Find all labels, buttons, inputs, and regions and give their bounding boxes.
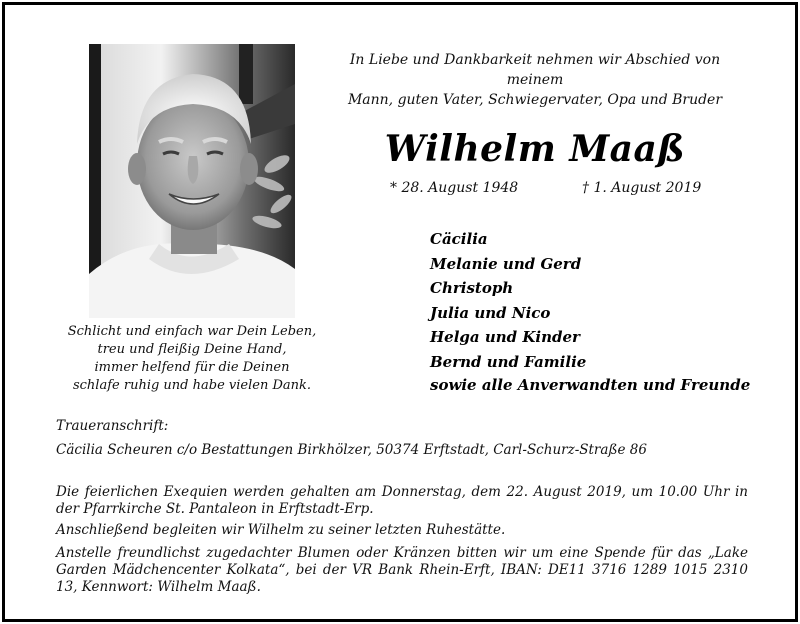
mourners-list xyxy=(430,227,586,374)
poem xyxy=(62,323,322,395)
donation-notice: Anstelle freundlichst zugedachter Blumen oder Kränzen bitten wir um eine Spende für das „Lake Garden Mädchencenter Kolkata“, bei der VR Bank Rhein-Erft, IBAN: DE11 3716 1289 1015 2310 13, Kennwort: Wilhelm Maaß. xyxy=(56,545,748,595)
burial-notice: Anschließend begleiten wir Wilhelm zu seiner letzten Ruhestätte. xyxy=(56,522,506,538)
death-date: † 1. August 2019 xyxy=(582,180,702,196)
address-text: Cäcilia Scheuren c/o Bestattungen Birkhölzer, 50374 Erftstadt, Carl-Schurz-Straße 86 xyxy=(56,442,647,458)
poem-line: Schlicht und einfach war Dein Leben, xyxy=(67,324,317,339)
poem-line: schlafe ruhig und habe vielen Dank. xyxy=(72,378,312,393)
intro-line: Mann, guten Vater, Schwiegervater, Opa und Bruder xyxy=(347,92,723,108)
intro-line: In Liebe und Dankbarkeit nehmen wir Abschied von meinem xyxy=(349,52,721,88)
portrait-photo xyxy=(89,44,295,318)
poem-line: treu und fleißig Deine Hand, xyxy=(97,342,287,357)
relatives-line: sowie alle Anverwandten und Freunde xyxy=(430,376,751,394)
mourner: Cäcilia xyxy=(430,230,488,248)
birth-date: * 28. August 1948 xyxy=(390,180,519,196)
mourner: Bernd und Familie xyxy=(430,352,587,371)
exequien-notice: Die feierlichen Exequien werden gehalten am Donnerstag, dem 22. August 2019, um 10.00 Uhr in der Pfarrkirche St. Pantaleon in Erftstadt-Erp. xyxy=(56,484,748,517)
mourner: Christoph xyxy=(430,279,514,297)
mourner: Melanie und Gerd xyxy=(430,254,582,273)
deceased-name: Wilhelm Maaß xyxy=(384,128,686,170)
poem-line: immer helfend für die Deinen xyxy=(94,360,290,375)
mourner: Julia und Nico xyxy=(430,303,551,322)
address-label: Traueranschrift: xyxy=(56,418,169,434)
intro-text xyxy=(330,50,740,110)
mourner: Helga und Kinder xyxy=(430,328,580,346)
